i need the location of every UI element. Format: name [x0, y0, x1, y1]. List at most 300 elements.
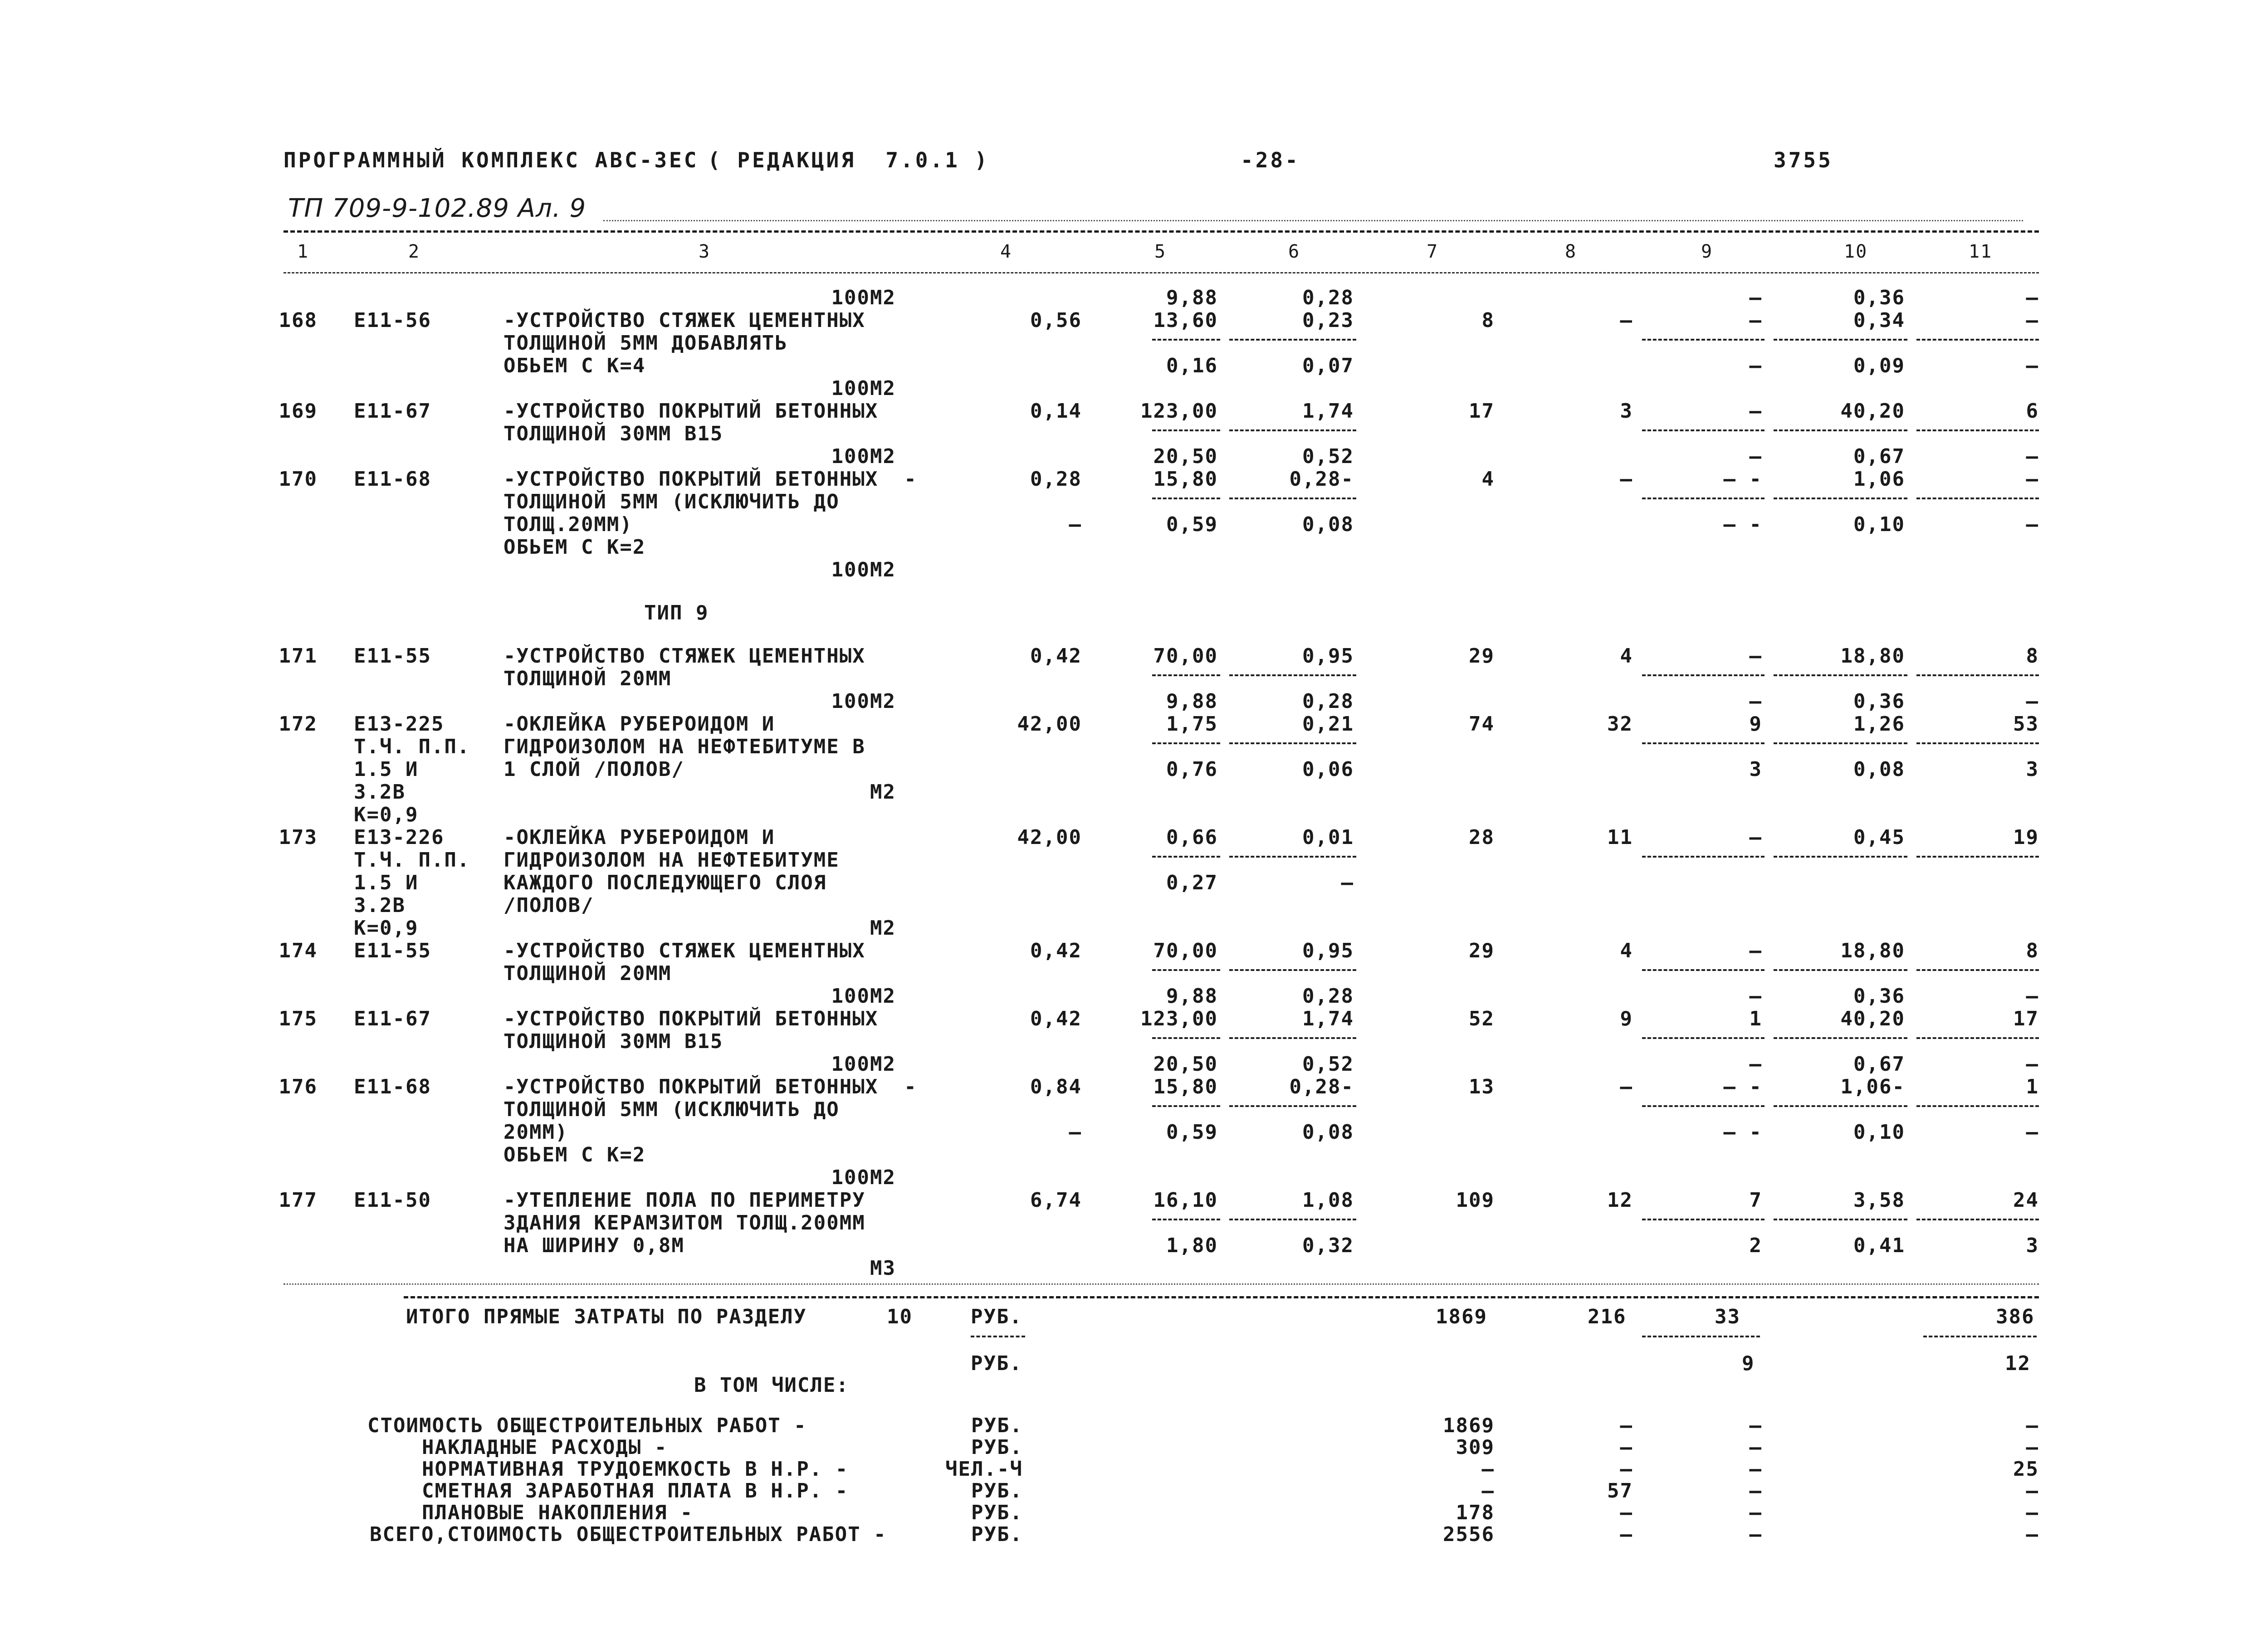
item-description: ТОЛЩИНОЙ 20ММ [503, 962, 672, 985]
value-underline [1916, 742, 2039, 744]
cell-col9: 2 [1749, 1234, 1762, 1257]
value-underline [1774, 856, 1907, 858]
totals-label: ИТОГО ПРЯМЫЕ ЗАТРАТЫ ПО РАЗДЕЛУ [406, 1305, 807, 1328]
cell-col8: 9 [1620, 1007, 1633, 1030]
cell-col10: 0,10 [1853, 1121, 1905, 1144]
value-underline [1642, 856, 1765, 858]
summary-col9: – [1749, 1458, 1762, 1481]
value-underline [1916, 1037, 2039, 1039]
cell-col9: 9 [1749, 712, 1762, 736]
item-number: 176 [279, 1075, 318, 1098]
cell-col9: – [1749, 309, 1762, 332]
value-underline [1642, 1219, 1765, 1220]
cell-col9: – [1749, 826, 1762, 849]
value-underline [1916, 498, 2039, 499]
summary-unit: РУБ. [971, 1523, 1023, 1546]
cell-col5: 1,80 [1166, 1234, 1218, 1257]
header-bottom-rule [284, 272, 2039, 273]
program-edition: ( РЕДАКЦИЯ 7.0.1 ) [708, 148, 990, 172]
item-description: -УСТРОЙСТВО СТЯЖЕК ЦЕМЕНТНЫХ [503, 939, 865, 962]
item-description: НА ШИРИНУ 0,8М [503, 1234, 684, 1257]
value-underline [1152, 429, 1220, 431]
item-number: 168 [279, 309, 318, 332]
summary-col7: 2556 [1443, 1523, 1495, 1546]
cell-col5: 20,50 [1153, 1053, 1218, 1076]
cell-col6: 0,28- [1289, 1075, 1354, 1098]
item-code: 1.5 И [354, 758, 419, 781]
cell-col9: 7 [1749, 1189, 1762, 1212]
cell-col6: 0,21 [1302, 712, 1354, 736]
item-code: Е13-225 [354, 712, 445, 736]
value-underline [1229, 429, 1356, 431]
summary-col7: – [1481, 1458, 1495, 1481]
cell-col8: 11 [1607, 826, 1633, 849]
cell-col11: – [2026, 1121, 2039, 1144]
item-code: Т.Ч. П.П. [354, 735, 470, 758]
totals-col11-underline [1923, 1336, 2037, 1337]
cell-col10: 1,26 [1853, 712, 1905, 736]
item-code: Е11-55 [354, 939, 431, 962]
cell-col5: 0,59 [1166, 513, 1218, 536]
value-underline [1229, 742, 1356, 744]
cell-col9: – - [1723, 1121, 1762, 1144]
cell-col10: 40,20 [1840, 400, 1905, 423]
cell-col11: – [2026, 286, 2039, 309]
item-number: 169 [279, 400, 318, 423]
value-underline [1774, 1037, 1907, 1039]
cell-col11: – [2026, 985, 2039, 1008]
value-underline [1152, 498, 1220, 499]
cell-col5: 0,59 [1166, 1121, 1218, 1144]
item-number: 173 [279, 826, 318, 849]
value-underline [1229, 1105, 1356, 1107]
value-underline [1152, 856, 1220, 858]
cell-col5: 123,00 [1140, 1007, 1218, 1030]
item-code: 3.2В [354, 894, 406, 917]
item-number: 171 [279, 644, 318, 668]
cell-col5: 9,88 [1166, 286, 1218, 309]
value-underline [1229, 1219, 1356, 1220]
cell-col5: 15,80 [1153, 1075, 1218, 1098]
sheet-number: 3755 [1774, 148, 1833, 172]
cell-col6: 0,95 [1302, 939, 1354, 962]
cell-col6: 1,74 [1302, 400, 1354, 423]
cell-col5: 9,88 [1166, 985, 1218, 1008]
column-number-6: 6 [1288, 241, 1300, 262]
summary-col8: – [1620, 1436, 1633, 1459]
cell-col8: – [1620, 468, 1633, 491]
value-underline [1774, 969, 1907, 971]
summary-unit: РУБ. [971, 1501, 1023, 1524]
cell-col11: 3 [2026, 1234, 2039, 1257]
item-code: Т.Ч. П.П. [354, 849, 470, 872]
cell-col11: – [2026, 354, 2039, 377]
summary-unit: РУБ. [971, 1436, 1023, 1459]
cell-col11: 8 [2026, 939, 2039, 962]
item-code: 1.5 И [354, 871, 419, 894]
item-description: ГИДРОИЗОЛОМ НА НЕФТЕБИТУМЕ В [503, 735, 865, 758]
cell-col7: 52 [1469, 1007, 1495, 1030]
cell-col6: 0,23 [1302, 309, 1354, 332]
item-description: КАЖДОГО ПОСЛЕДУЮЩЕГО СЛОЯ [503, 871, 827, 894]
cell-col10: 0,10 [1853, 513, 1905, 536]
summary-label: НАКЛАДНЫЕ РАСХОДЫ - [422, 1436, 668, 1459]
cell-col5: 70,00 [1153, 939, 1218, 962]
column-number-11: 11 [1969, 241, 1993, 262]
cell-col5: 20,50 [1153, 445, 1218, 468]
item-code: Е11-55 [354, 644, 431, 668]
item-code: Е11-67 [354, 400, 431, 423]
cell-col10: 18,80 [1840, 939, 1905, 962]
cell-col6: 0,08 [1302, 1121, 1354, 1144]
summary-label: ПЛАНОВЫЕ НАКОПЛЕНИЯ - [422, 1501, 694, 1524]
summary-col11: 25 [2013, 1458, 2039, 1481]
summary-unit: РУБ. [971, 1414, 1023, 1437]
item-number: 175 [279, 1007, 318, 1030]
summary-col8: 57 [1607, 1479, 1633, 1502]
cell-col8: 12 [1607, 1189, 1633, 1212]
value-underline [1916, 969, 2039, 971]
cell-col11: 53 [2013, 712, 2039, 736]
cell-col4: 0,84 [1030, 1075, 1082, 1098]
item-description: ТОЛЩИНОЙ 30ММ В15 [503, 1030, 723, 1053]
value-underline [1642, 674, 1765, 676]
item-description: ОБЬЕМ С К=2 [503, 1143, 646, 1166]
summary-col9: – [1749, 1479, 1762, 1502]
cell-col5: 70,00 [1153, 644, 1218, 668]
summary-col8: – [1620, 1414, 1633, 1437]
summary-col8: – [1620, 1501, 1633, 1524]
value-underline [1642, 1105, 1765, 1107]
item-description: ТОЛЩИНОЙ 5ММ (ИСКЛЮЧИТЬ ДО [503, 1098, 840, 1121]
cell-col10: 0,09 [1853, 354, 1905, 377]
value-underline [1152, 742, 1220, 744]
cell-col10: 0,36 [1853, 985, 1905, 1008]
cell-col6: 0,28 [1302, 985, 1354, 1008]
value-underline [1229, 969, 1356, 971]
cell-col7: 17 [1469, 400, 1495, 423]
value-underline [1916, 856, 2039, 858]
item-description: 20ММ) [503, 1121, 568, 1144]
cell-col10: 1,06 [1853, 468, 1905, 491]
cell-col10: 0,08 [1853, 758, 1905, 781]
item-description: -УСТРОЙСТВО ПОКРЫТИЙ БЕТОННЫХ [503, 1007, 879, 1030]
summary-col9: – [1749, 1414, 1762, 1437]
item-description: ТИП 9 [644, 601, 709, 624]
item-description: ТОЛЩ.20ММ) [503, 513, 633, 536]
item-code: Е11-56 [354, 309, 431, 332]
totals-col9-2: 9 [1742, 1352, 1755, 1375]
cell-col6: 0,28 [1302, 286, 1354, 309]
summary-col7: 1869 [1443, 1414, 1495, 1437]
column-number-1: 1 [297, 241, 309, 262]
cell-col5: 0,27 [1166, 871, 1218, 894]
column-number-3: 3 [699, 241, 711, 262]
cell-col4: – [1069, 1121, 1082, 1144]
item-description: -УТЕПЛЕНИЕ ПОЛА ПО ПЕРИМЕТРУ [503, 1189, 865, 1212]
cell-col6: 1,74 [1302, 1007, 1354, 1030]
summary-col9: – [1749, 1501, 1762, 1524]
cell-col9: – [1749, 1053, 1762, 1076]
cell-col6: 0,28- [1289, 468, 1354, 491]
cell-col10: 18,80 [1840, 644, 1905, 668]
value-underline [1152, 1219, 1220, 1220]
value-underline [1774, 1219, 1907, 1220]
summary-col8: – [1620, 1523, 1633, 1546]
cell-col6: 0,32 [1302, 1234, 1354, 1257]
value-underline [1916, 1105, 2039, 1107]
totals-section: 10 [887, 1305, 913, 1328]
cell-col8: 3 [1620, 400, 1633, 423]
page-number: -28- [1241, 148, 1300, 172]
totals-col11-2: 12 [2005, 1352, 2031, 1375]
cell-col11: 1 [2026, 1075, 2039, 1098]
item-description: М3 [870, 1257, 896, 1280]
cell-col10: 3,58 [1853, 1189, 1905, 1212]
item-description: 100М2 [831, 377, 896, 400]
value-underline [1152, 1037, 1220, 1039]
summary-col11: – [2026, 1436, 2039, 1459]
cell-col11: 6 [2026, 400, 2039, 423]
item-description: 100М2 [831, 445, 896, 468]
cell-col4: 42,00 [1017, 826, 1082, 849]
cell-col10: 1,06- [1840, 1075, 1905, 1098]
summary-col11: – [2026, 1501, 2039, 1524]
cell-col9: – - [1723, 1075, 1762, 1098]
item-description: 100М2 [831, 1166, 896, 1189]
summary-label: ВСЕГО,СТОИМОСТЬ ОБЩЕСТРОИТЕЛЬНЫХ РАБОТ - [370, 1523, 887, 1546]
value-underline [1152, 674, 1220, 676]
cell-col9: – [1749, 354, 1762, 377]
item-description: М2 [870, 917, 896, 940]
cell-col10: 0,36 [1853, 286, 1905, 309]
item-code: Е11-67 [354, 1007, 431, 1030]
item-description: ТОЛЩИНОЙ 30ММ В15 [503, 422, 723, 445]
value-underline [1229, 339, 1356, 341]
cell-col5: 15,80 [1153, 468, 1218, 491]
cell-col6: 0,07 [1302, 354, 1354, 377]
item-description: ТОЛЩИНОЙ 20ММ [503, 667, 672, 690]
value-underline [1229, 856, 1356, 858]
value-underline [1642, 1037, 1765, 1039]
totals-col7: 1869 [1436, 1305, 1487, 1328]
summary-label: НОРМАТИВНАЯ ТРУДОЕМКОСТЬ В Н.Р. - [422, 1458, 849, 1481]
value-underline [1229, 498, 1356, 499]
item-code: Е11-68 [354, 1075, 431, 1098]
summary-unit: ЧЕЛ.-Ч [945, 1458, 1023, 1481]
cell-col9: – - [1723, 513, 1762, 536]
column-number-4: 4 [1000, 241, 1012, 262]
item-description: ОБЬЕМ С К=4 [503, 354, 646, 377]
item-number: 174 [279, 939, 318, 962]
cell-col4: 0,28 [1030, 468, 1082, 491]
column-number-9: 9 [1701, 241, 1713, 262]
column-number-5: 5 [1154, 241, 1167, 262]
item-code: 3.2В [354, 780, 406, 804]
summary-col11: – [2026, 1479, 2039, 1502]
value-underline [1642, 429, 1765, 431]
cell-col7: 28 [1469, 826, 1495, 849]
cell-col7: 109 [1456, 1189, 1495, 1212]
cell-col9: – - [1723, 468, 1762, 491]
cell-col5: 123,00 [1140, 400, 1218, 423]
cell-col11: 24 [2013, 1189, 2039, 1212]
cell-col5: 0,66 [1166, 826, 1218, 849]
summary-col9: – [1749, 1436, 1762, 1459]
cell-col4: 0,42 [1030, 939, 1082, 962]
cell-col6: 0,06 [1302, 758, 1354, 781]
totals-col9: 33 [1715, 1305, 1740, 1328]
cell-col10: 0,67 [1853, 1053, 1905, 1076]
totals-col9-underline [1642, 1336, 1760, 1337]
header-dotted-line [603, 220, 2023, 221]
value-underline [1229, 1037, 1356, 1039]
cell-col11: 3 [2026, 758, 2039, 781]
cell-col9: – [1749, 400, 1762, 423]
summary-col11: – [2026, 1523, 2039, 1546]
summary-col7: 309 [1456, 1436, 1495, 1459]
cell-col5: 1,75 [1166, 712, 1218, 736]
cell-col11: – [2026, 1053, 2039, 1076]
cell-col9: – [1749, 286, 1762, 309]
item-code: Е11-68 [354, 468, 431, 491]
item-description: ОБЬЕМ С К=2 [503, 536, 646, 559]
value-underline [1229, 674, 1356, 676]
column-number-10: 10 [1844, 241, 1868, 262]
cell-col11: 8 [2026, 644, 2039, 668]
cell-col7: 29 [1469, 939, 1495, 962]
column-number-7: 7 [1427, 241, 1439, 262]
handwritten-reference: ТП 709-9-102.89 Ал. 9 [288, 194, 587, 223]
summary-col7: – [1481, 1479, 1495, 1502]
cell-col9: – [1749, 939, 1762, 962]
cell-col5: 0,76 [1166, 758, 1218, 781]
value-underline [1774, 674, 1907, 676]
value-underline [1774, 498, 1907, 499]
cell-col10: 0,36 [1853, 690, 1905, 713]
cell-col4: 0,42 [1030, 1007, 1082, 1030]
cell-col7: 4 [1481, 468, 1495, 491]
cell-col10: 0,67 [1853, 445, 1905, 468]
cell-col6: 0,01 [1302, 826, 1354, 849]
cell-col5: 0,16 [1166, 354, 1218, 377]
cell-col11: – [2026, 445, 2039, 468]
cell-col8: 4 [1620, 644, 1633, 668]
item-description: -УСТРОЙСТВО СТЯЖЕК ЦЕМЕНТНЫХ [503, 309, 865, 332]
cell-col5: 9,88 [1166, 690, 1218, 713]
cell-col5: 13,60 [1153, 309, 1218, 332]
cell-col9: – [1749, 445, 1762, 468]
cell-col10: 40,20 [1840, 1007, 1905, 1030]
item-description: /ПОЛОВ/ [503, 894, 594, 917]
cell-col9: – [1749, 690, 1762, 713]
cell-col7: 8 [1481, 309, 1495, 332]
table-bottom-dotted-line [284, 1283, 2039, 1285]
cell-col9: 3 [1749, 758, 1762, 781]
cell-col4: 0,56 [1030, 309, 1082, 332]
cell-col9: – [1749, 985, 1762, 1008]
item-description: ТОЛЩИНОЙ 5ММ (ИСКЛЮЧИТЬ ДО [503, 490, 840, 513]
summary-col7: 178 [1456, 1501, 1495, 1524]
summary-unit: РУБ. [971, 1479, 1023, 1502]
item-description: М2 [870, 780, 896, 804]
value-underline [1916, 339, 2039, 341]
cell-col8: – [1620, 1075, 1633, 1098]
summary-col9: – [1749, 1523, 1762, 1546]
cell-col9: – [1749, 644, 1762, 668]
totals-unit: РУБ. [971, 1305, 1022, 1328]
item-number: 172 [279, 712, 318, 736]
cell-col11: 19 [2013, 826, 2039, 849]
cell-col11: 17 [2013, 1007, 2039, 1030]
cell-col10: 0,45 [1853, 826, 1905, 849]
program-title: ПРОГРАММНЫЙ КОМПЛЕКС АВС-ЗЕС [284, 148, 699, 172]
value-underline [1642, 969, 1765, 971]
item-description: 100М2 [831, 558, 896, 581]
value-underline [1642, 339, 1765, 341]
cell-col4: 0,42 [1030, 644, 1082, 668]
cell-col6: – [1341, 871, 1354, 894]
header-top-rule [284, 230, 2039, 233]
including-heading: В ТОМ ЧИСЛЕ: [694, 1374, 849, 1397]
item-description: -УСТРОЙСТВО ПОКРЫТИЙ БЕТОННЫХ - [503, 468, 917, 491]
value-underline [1642, 742, 1765, 744]
summary-label: СМЕТНАЯ ЗАРАБОТНАЯ ПЛАТА В Н.Р. - [422, 1479, 849, 1502]
value-underline [1774, 429, 1907, 431]
column-number-2: 2 [408, 241, 420, 262]
totals-unit-underline [971, 1336, 1025, 1337]
item-description: ТОЛЩИНОЙ 5ММ ДОБАВЛЯТЬ [503, 332, 788, 355]
summary-label: СТОИМОСТЬ ОБЩЕСТРОИТЕЛЬНЫХ РАБОТ - [367, 1414, 807, 1437]
item-description: -УСТРОЙСТВО СТЯЖЕК ЦЕМЕНТНЫХ [503, 644, 865, 668]
cell-col6: 0,52 [1302, 445, 1354, 468]
item-code: К=0,9 [354, 917, 419, 940]
cell-col10: 0,41 [1853, 1234, 1905, 1257]
value-underline [1916, 429, 2039, 431]
value-underline [1916, 1219, 2039, 1220]
cell-col8: 4 [1620, 939, 1633, 962]
totals-col11: 386 [1996, 1305, 2035, 1328]
totals-top-rule [404, 1296, 2039, 1298]
item-description: 100М2 [831, 985, 896, 1008]
cell-col9: 1 [1749, 1007, 1762, 1030]
value-underline [1774, 742, 1907, 744]
cell-col6: 0,08 [1302, 513, 1354, 536]
value-underline [1642, 498, 1765, 499]
cell-col4: 6,74 [1030, 1189, 1082, 1212]
value-underline [1152, 1105, 1220, 1107]
item-description: -ОКЛЕЙКА РУБЕРОИДОМ И [503, 826, 775, 849]
cell-col11: – [2026, 513, 2039, 536]
cell-col6: 0,95 [1302, 644, 1354, 668]
item-description: 100М2 [831, 690, 896, 713]
cell-col6: 1,08 [1302, 1189, 1354, 1212]
summary-col8: – [1620, 1458, 1633, 1481]
totals-unit-2: РУБ. [971, 1352, 1022, 1375]
value-underline [1152, 969, 1220, 971]
value-underline [1774, 1105, 1907, 1107]
item-description: -ОКЛЕЙКА РУБЕРОИДОМ И [503, 712, 775, 736]
summary-col11: – [2026, 1414, 2039, 1437]
item-description: 100М2 [831, 1053, 896, 1076]
item-number: 177 [279, 1189, 318, 1212]
cell-col8: – [1620, 309, 1633, 332]
cell-col7: 29 [1469, 644, 1495, 668]
cell-col6: 0,52 [1302, 1053, 1354, 1076]
item-number: 170 [279, 468, 318, 491]
item-description: 1 СЛОЙ /ПОЛОВ/ [503, 758, 684, 781]
item-code: Е11-50 [354, 1189, 431, 1212]
